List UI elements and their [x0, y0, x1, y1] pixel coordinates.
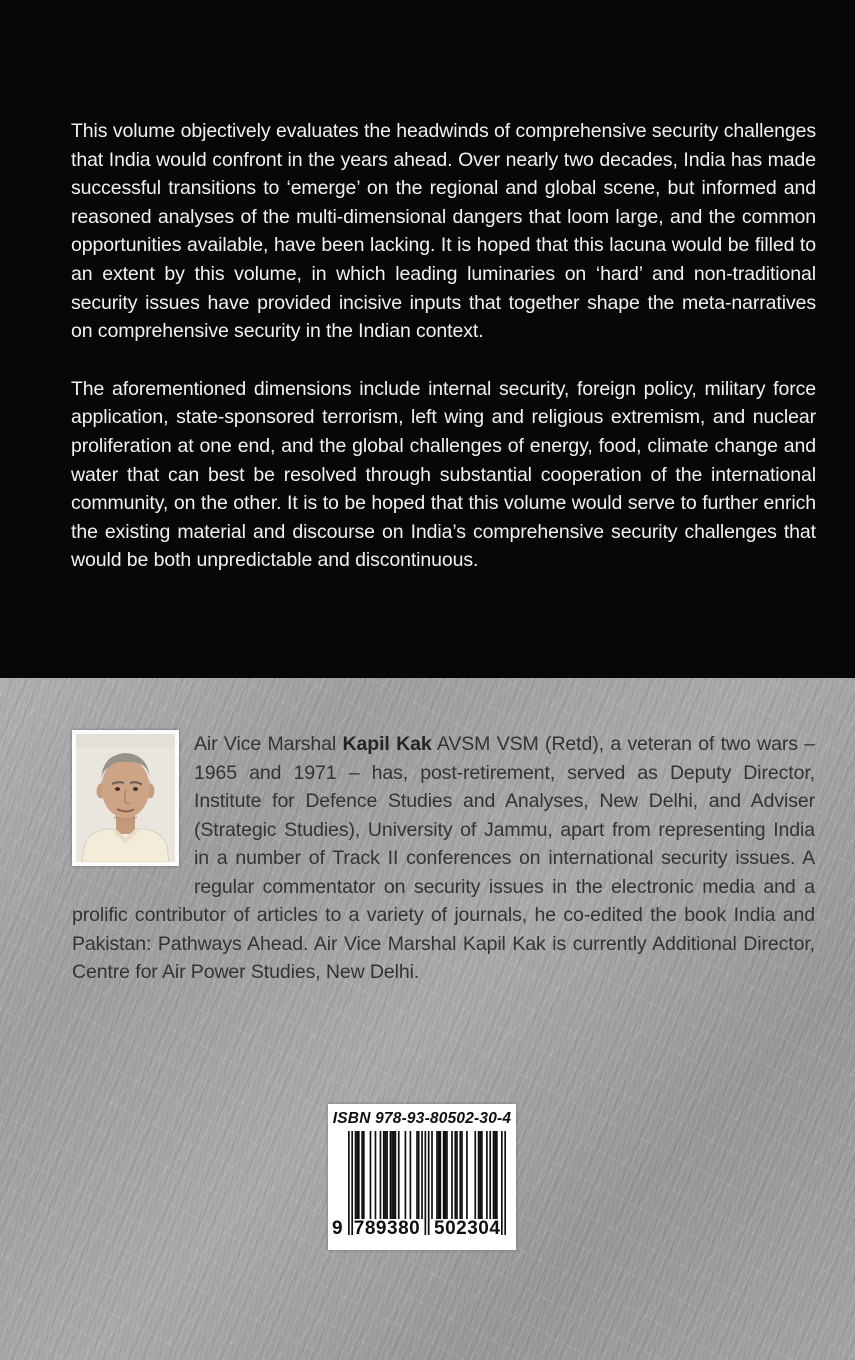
bio-rest: AVSM VSM (Retd), a veteran of two wars – 1965 and 1971 – has, post-retirement, served as Deputy Director, Institute for Defence Studies and Analyses, New Delhi, and Adviser (Strategic Studies), University of Jammu, apart from representing India in a number of Track II conferences on international security issues. A regular commentator on security issues in the electronic media and a prolific contributor of articles to a variety of journals, he co-edited the book India and Pakistan: Pathways Ahead. Air Vice Marshal Kapil Kak is currently Additional Director, Centre for Air Power Studies, New Delhi.	[72, 733, 816, 983]
barcode-digits-right: 502304	[434, 1218, 501, 1239]
author-photo	[72, 730, 179, 866]
barcode-digits-left: 789380	[353, 1218, 421, 1239]
synopsis-paragraph-1: This volume objectively evaluates the headwinds of comprehensive security challenges that India would confront in the years ahead. Over nearly two decades, India has made successful transitions to ‘emerge’ on the regional and global scene, but informed and reasoned analyses of the multi-dimensional dangers that loom large, and the common opportunities available, have been lacking. It is hoped that this lacuna would be filled to an extent by this volume, in which leading luminaries on ‘hard’ and non-traditional security issues have provided incisive inputs that together shape the meta-narratives on comprehensive security in the Indian context.	[71, 120, 816, 343]
author-name: Kapil Kak	[342, 733, 432, 755]
isbn-number: ISBN 978-93-80502-30-4	[332, 1110, 512, 1127]
author-panel	[0, 678, 855, 1360]
barcode-bars-area	[332, 1131, 506, 1246]
synopsis-text-block	[0, 0, 855, 575]
synopsis-paragraph-2: The aforementioned dimensions include internal security, foreign policy, military force application, state-sponsored terrorism, left wing and religious extremism, and nuclear proliferation at one end, and the global challenges of energy, food, climate change and water that can best be resolved through substantial cooperation of the international community, on the other. It is to be hoped that this volume would serve to further enrich the existing material and discourse on India’s comprehensive security challenges that would be both unpredictable and discontinuous.	[71, 377, 816, 572]
author-bio-block	[0, 678, 855, 987]
author-portrait-icon	[76, 734, 175, 862]
bio-prefix: Air Vice Marshal	[194, 733, 343, 755]
synopsis-panel	[0, 0, 855, 678]
barcode-digit-lead: 9	[332, 1218, 344, 1239]
author-bio-text	[72, 730, 815, 987]
isbn-barcode	[328, 1104, 516, 1250]
